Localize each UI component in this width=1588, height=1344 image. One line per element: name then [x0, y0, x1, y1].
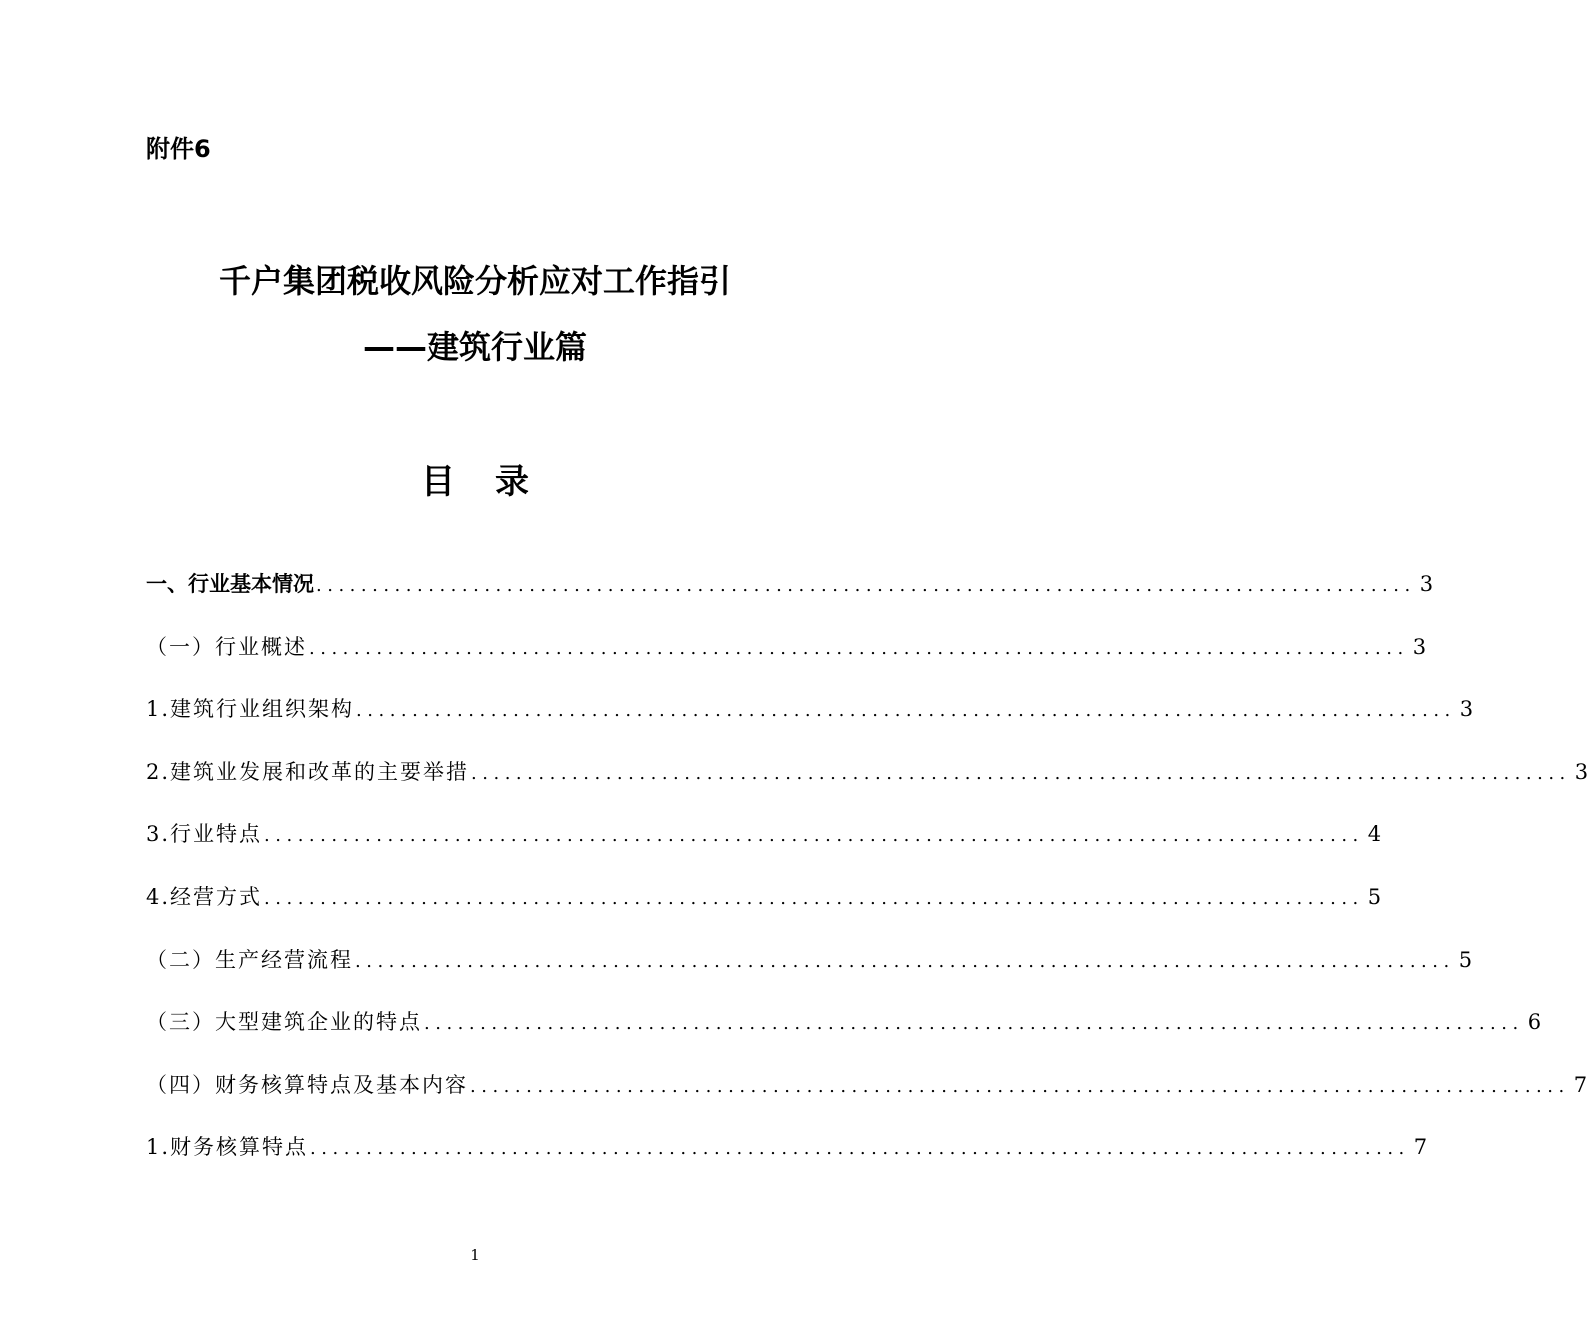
toc-entry-page: 5	[1367, 884, 1382, 909]
toc-heading-char-1: 目	[421, 462, 455, 502]
toc-entry-title: （三）大型建筑企业的特点	[146, 1010, 422, 1035]
toc-entry-page: 3	[1459, 697, 1474, 722]
toc-leader-dots: ..................................................................................................	[355, 950, 1455, 972]
toc-leader-dots: ..................................................................................................	[309, 637, 1409, 659]
toc-heading	[0, 460, 950, 504]
toc-entry[interactable]	[146, 816, 1382, 879]
toc-entry-page: 3	[1574, 759, 1588, 784]
toc-entry[interactable]	[146, 754, 1588, 817]
toc-entry-title: 2.建筑业发展和改革的主要举措	[146, 759, 470, 784]
toc-entry-title: （一）行业概述	[146, 634, 307, 659]
toc-entry-page: 7	[1573, 1072, 1588, 1097]
toc-entry-title: 4.经营方式	[146, 884, 263, 909]
toc-entry[interactable]	[146, 1004, 1542, 1067]
table-of-contents	[146, 566, 1588, 1192]
toc-entry-page: 6	[1527, 1010, 1542, 1035]
document-title: 千户集团税收风险分析应对工作指引	[218, 262, 731, 300]
toc-leader-dots: ..................................................................................................	[424, 1013, 1524, 1035]
toc-entry[interactable]	[146, 879, 1382, 942]
toc-leader-dots: ..................................................................................................	[316, 575, 1416, 596]
toc-leader-dots: ..................................................................................................	[471, 762, 1571, 784]
toc-entry-title: （二）生产经营流程	[146, 947, 353, 972]
toc-entry[interactable]	[146, 942, 1473, 1005]
toc-entry[interactable]	[146, 691, 1474, 754]
toc-leader-dots: ..................................................................................................	[310, 1138, 1410, 1160]
toc-leader-dots: ..................................................................................................	[470, 1075, 1570, 1097]
toc-entry-title: 一、行业基本情况	[146, 572, 314, 596]
attachment-label: 附件6	[146, 135, 211, 163]
toc-entry-title: 1.建筑行业组织架构	[146, 697, 355, 722]
toc-entry-page: 3	[1412, 634, 1427, 659]
toc-entry-title: 1.财务核算特点	[146, 1135, 309, 1160]
toc-leader-dots: ..................................................................................................	[264, 825, 1364, 847]
toc-entry-title: 3.行业特点	[146, 822, 263, 847]
toc-entry-page: 7	[1413, 1135, 1428, 1160]
toc-leader-dots: ..................................................................................................	[356, 700, 1456, 722]
toc-entry[interactable]	[146, 566, 1434, 629]
toc-entry-page: 4	[1367, 822, 1382, 847]
toc-entry[interactable]	[146, 1067, 1588, 1130]
toc-entry-page: 5	[1458, 947, 1473, 972]
toc-heading-char-2: 录	[495, 462, 529, 502]
page-number: 1	[470, 1246, 480, 1264]
toc-entry-title: （四）财务核算特点及基本内容	[146, 1072, 468, 1097]
toc-entry-page: 3	[1419, 572, 1434, 596]
toc-entry[interactable]	[146, 1129, 1428, 1192]
toc-leader-dots: ..................................................................................................	[264, 887, 1364, 909]
toc-entry[interactable]	[146, 629, 1427, 692]
document-subtitle: ——建筑行业篇	[362, 328, 587, 366]
